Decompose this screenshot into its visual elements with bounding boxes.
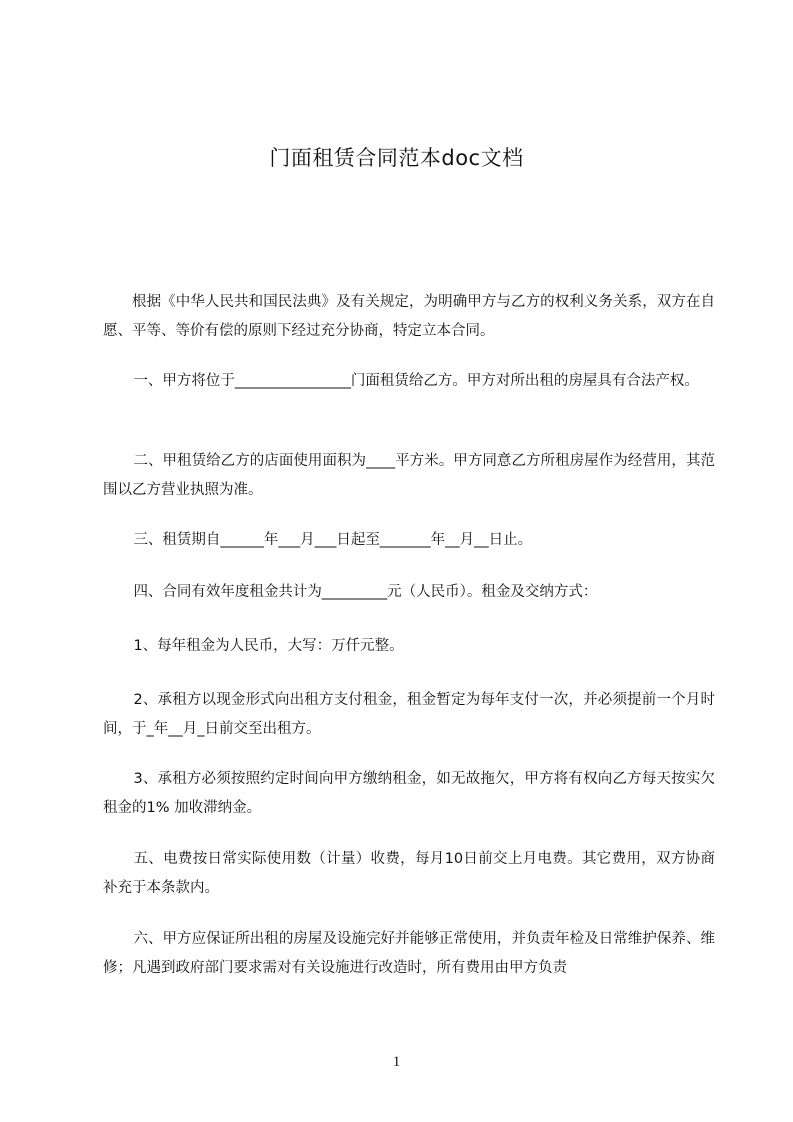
- paragraph-clause-4: 四、合同有效年度租金共计为_________元（人民币）。租金及交纳方式：: [133, 584, 598, 600]
- page-number: 1: [392, 1054, 401, 1070]
- paragraph-clause-3: 三、租赁期自______年___月___日起至_______年__月__日止。: [133, 532, 533, 548]
- paragraph-preamble: 根据《中华人民共和国民法典》及有关规定，为明确甲方与乙方的权利义务关系，双方在自愿、平等、等价有偿的原则下经过充分协商，特定立本合同。: [103, 294, 715, 339]
- paragraph-clause-1: 一、甲方将位于________________门面租赁给乙方。甲方对所出租的房屋具有合法产权。: [133, 373, 699, 389]
- paragraph-clause-5: 五、电费按日常实际使用数（计量）收费，每月10日前交上月电费。其它费用，双方协商补充于本条款内。: [103, 851, 715, 896]
- paragraph-item-2: 2、承租方以现金形式向出租方支付租金，租金暂定为每年支付一次，并必须提前一个月时间，于_年__月_日前交至出租方。: [103, 692, 715, 737]
- document-title: 门面租赁合同范本doc文档: [269, 146, 524, 170]
- paragraph-item-1: 1、每年租金为人民币，大写：万仟元整。: [133, 638, 404, 654]
- paragraph-clause-6: 六、甲方应保证所出租的房屋及设施完好并能够正常使用，并负责年检及日常维护保养、维修；凡遇到政府部门要求需对有关设施进行改造时，所有费用由甲方负责: [103, 931, 715, 976]
- paragraph-item-3: 3、承租方必须按照约定时间向甲方缴纳租金，如无故拖欠，甲方将有权向乙方每天按实欠租金的1% 加收滞纳金。: [103, 771, 715, 816]
- paragraph-clause-2: 二、甲租赁给乙方的店面使用面积为____平方米。甲方同意乙方所租房屋作为经营用，其范围以乙方营业执照为准。: [103, 453, 715, 498]
